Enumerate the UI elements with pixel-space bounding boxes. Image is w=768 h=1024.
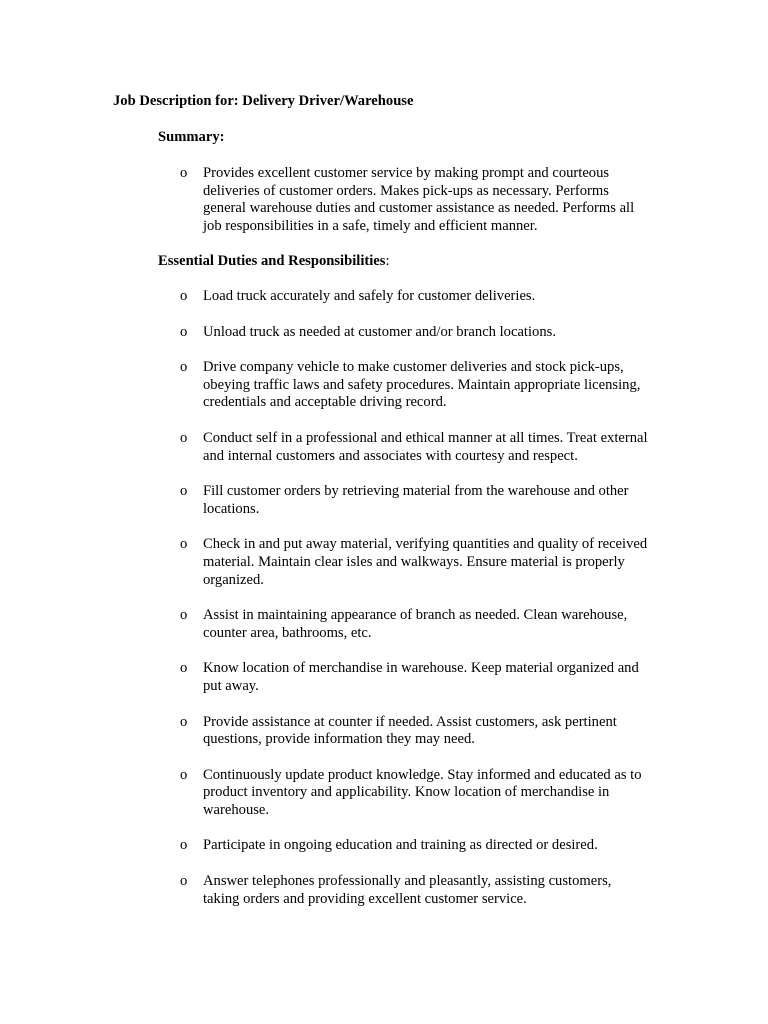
list-item <box>180 288 650 306</box>
duty-item-text: Participate in ongoing education and training as directed or desired. <box>203 837 598 854</box>
bullet-marker: o <box>180 660 188 677</box>
list-item <box>180 165 650 235</box>
bullet-marker: o <box>180 429 188 446</box>
list-item <box>180 359 650 412</box>
duty-item-text: Assist in maintaining appearance of branch as needed. Clean warehouse, counter area, bathrooms, etc. <box>203 607 628 641</box>
list-item <box>180 430 650 465</box>
list-item <box>180 607 650 642</box>
document-title: Job Description for: Delivery Driver/Warehouse <box>113 93 414 109</box>
bullet-marker: o <box>180 288 188 304</box>
duty-item-text: Load truck accurately and safely for customer deliveries. <box>203 288 536 304</box>
bullet-marker: o <box>180 359 188 376</box>
duty-item-text: Check in and put away material, verifying quantities and quality of received material. Maintain clear isles and walkways. Ensure material is properly organized. <box>203 536 648 588</box>
list-item <box>180 873 650 908</box>
duty-item-text: Answer telephones professionally and pleasantly, assisting customers, taking orders and providing excellent customer service. <box>203 873 612 907</box>
list-item <box>180 536 650 589</box>
duty-item-text: Know location of merchandise in warehouse. Keep material organized and put away. <box>203 660 639 694</box>
duties-heading-text: Essential Duties and Responsibilities <box>158 253 386 269</box>
summary-list <box>180 165 650 235</box>
bullet-marker: o <box>180 837 188 854</box>
bullet-marker: o <box>180 607 188 624</box>
bullet-marker: o <box>180 873 188 890</box>
duties-heading <box>158 253 390 271</box>
list-item <box>180 714 650 749</box>
list-item <box>180 483 650 518</box>
bullet-marker: o <box>180 713 188 730</box>
bullet-marker: o <box>180 536 188 553</box>
duty-item-text: Continuously update product knowledge. Stay informed and educated as to product inventory and applicability. Know location of merchandise in warehouse. <box>203 766 642 818</box>
duties-heading-colon: : <box>385 253 390 269</box>
bullet-marker: o <box>180 766 188 783</box>
duties-list <box>180 288 650 926</box>
list-item <box>180 660 650 695</box>
list-item <box>180 324 650 342</box>
list-item <box>180 837 650 855</box>
bullet-marker: o <box>180 483 188 500</box>
duty-item-text: Conduct self in a professional and ethical manner at all times. Treat external and internal customers and associates with courtesy and respect. <box>203 429 648 464</box>
duty-item-text: Provide assistance at counter if needed. Assist customers, ask pertinent questions, provide information they may need. <box>203 713 617 748</box>
duty-item-text: Fill customer orders by retrieving material from the warehouse and other locations. <box>203 483 629 517</box>
duty-item-text: Unload truck as needed at customer and/or branch locations. <box>203 323 556 340</box>
duty-item-text: Drive company vehicle to make customer deliveries and stock pick-ups, obeying traffic laws and safety procedures. Maintain appropriate licensing, credentials and acceptable driving record. <box>203 359 641 411</box>
list-item <box>180 767 650 820</box>
bullet-marker: o <box>180 165 188 181</box>
summary-item-text: Provides excellent customer service by making prompt and courteous deliveries of customer orders. Makes pick-ups as necessary. Performs general warehouse duties and customer assistance as needed. Performs all job responsibilities in a safe, timely and efficient manner. <box>203 165 635 234</box>
summary-heading: Summary: <box>158 129 225 145</box>
bullet-marker: o <box>180 323 188 340</box>
